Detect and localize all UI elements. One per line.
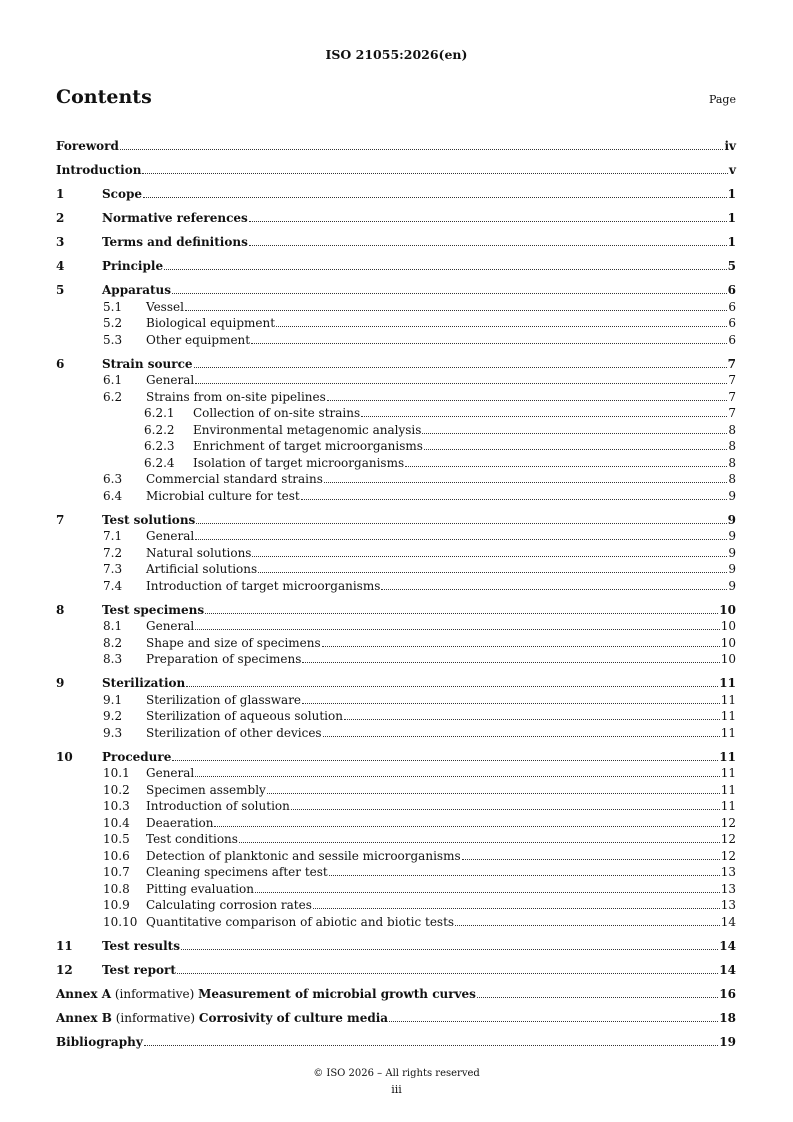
dot-leader <box>143 197 727 198</box>
toc-entry-page: 11 <box>719 749 736 764</box>
toc-entry-page: 13 <box>720 898 736 912</box>
dot-leader <box>164 269 727 270</box>
toc-entry[interactable] <box>56 953 736 977</box>
annex-label: Annex A <box>56 986 112 1001</box>
toc-entry-page: 8 <box>728 439 736 453</box>
toc-entry[interactable] <box>56 650 736 667</box>
toc-entry-page: v <box>729 163 736 177</box>
toc-entry-title: Test specimens <box>102 602 205 617</box>
toc-entry-page: 6 <box>728 316 736 330</box>
dot-leader <box>172 293 727 294</box>
toc-entry-number: 7.1 <box>103 529 123 543</box>
dot-leader <box>381 589 727 590</box>
dot-leader <box>195 629 719 630</box>
dot-leader <box>477 997 718 998</box>
dot-leader <box>186 686 718 687</box>
dot-leader <box>249 245 727 246</box>
dot-leader <box>255 892 720 893</box>
toc-entry-number: 8.3 <box>103 652 123 666</box>
dot-leader <box>462 859 720 860</box>
toc-entry-page: 14 <box>719 962 736 977</box>
toc-entry[interactable] <box>56 225 736 249</box>
dot-leader <box>361 416 727 417</box>
toc-entry-page: 10 <box>719 602 736 617</box>
toc-entry-number: 10.2 <box>103 782 130 797</box>
toc-entry-title: General <box>146 529 195 543</box>
toc-entry-title: Procedure <box>102 749 172 764</box>
toc-entry[interactable] <box>56 387 736 404</box>
toc-entry-title: Foreword <box>56 139 119 153</box>
toc-entry-page: 11 <box>720 766 736 780</box>
dot-leader <box>194 367 727 368</box>
toc-entry-page: 18 <box>719 1010 736 1025</box>
toc-entry-page: 1 <box>727 235 736 249</box>
toc-entry[interactable] <box>56 420 736 437</box>
toc-entry-title: Introduction of solution <box>146 799 290 813</box>
toc-entry-title: Cleaning specimens after test <box>146 865 328 879</box>
toc-entry-title: Detection of planktonic and sessile microorganisms <box>146 848 461 863</box>
toc-entry[interactable] <box>56 453 736 470</box>
toc-entry-number: 10.5 <box>103 832 130 846</box>
toc-entry-number: 10.3 <box>103 799 130 813</box>
toc-entry-title: Collection of on-site strains <box>193 406 361 420</box>
toc-entry-number: 10.1 <box>103 766 130 780</box>
dot-leader <box>144 1045 719 1046</box>
toc-entry-number: 10 <box>56 749 73 764</box>
toc-entry-title: General <box>146 766 195 780</box>
toc-entry-page: 9 <box>728 545 736 560</box>
toc-entry-page: 10 <box>720 652 736 666</box>
toc-entry-page: 12 <box>720 815 736 830</box>
toc-entry[interactable] <box>56 347 736 371</box>
toc-entry-page: 7 <box>728 389 736 404</box>
toc-entry-number: 3 <box>56 235 65 249</box>
toc-entry-number: 8.2 <box>103 635 123 650</box>
toc-entry-page: iv <box>724 139 736 153</box>
toc-entry[interactable] <box>56 543 736 560</box>
toc-entry-page: 7 <box>727 356 736 371</box>
toc-entry-title: Microbial culture for test <box>146 488 300 503</box>
toc-entry-title: Sterilization of aqueous solution <box>146 709 343 723</box>
dot-leader <box>329 875 720 876</box>
toc-entry[interactable] <box>56 593 736 617</box>
toc-entry-page: 19 <box>719 1034 736 1049</box>
toc-entry-page: 11 <box>720 799 736 813</box>
toc-entry-page: 8 <box>728 455 736 470</box>
toc-entry-number: 6.1 <box>103 373 123 387</box>
toc-entry-number: 6.2 <box>103 389 123 404</box>
dot-leader <box>324 482 727 483</box>
toc-entry-title: Test conditions <box>146 832 238 846</box>
toc-entry[interactable] <box>56 470 736 487</box>
dot-leader <box>181 949 718 950</box>
toc-entry-title: Deaeration <box>146 815 214 830</box>
toc-entry-number: 6 <box>56 356 65 371</box>
toc-entry-number: 10.4 <box>103 815 130 830</box>
toc-entry-title: Scope <box>102 187 143 201</box>
toc-entry-page: 7 <box>728 373 736 387</box>
toc-entry-title: Sterilization of glassware <box>146 692 302 707</box>
toc-entry-number: 6.2.2 <box>144 422 175 437</box>
toc-entry-page: 11 <box>719 676 736 690</box>
toc-entry[interactable] <box>56 780 736 797</box>
dot-leader <box>177 973 718 974</box>
toc-entry-page: 6 <box>728 299 736 314</box>
dot-leader <box>405 466 727 467</box>
toc-entry[interactable] <box>56 707 736 724</box>
toc-entry-number: 12 <box>56 962 73 977</box>
copyright-notice: © ISO 2026 – All rights reserved <box>313 1068 480 1079</box>
toc-entry[interactable] <box>56 437 736 454</box>
dot-leader <box>205 613 718 614</box>
dot-leader <box>267 793 720 794</box>
dot-leader <box>142 173 728 174</box>
toc-entry[interactable] <box>56 879 736 896</box>
page-number: iii <box>391 1083 402 1096</box>
toc-entry-title: Principle <box>102 259 164 273</box>
toc-entry-number: 7.2 <box>103 545 123 560</box>
toc-entry[interactable] <box>56 527 736 544</box>
toc-entry[interactable] <box>56 617 736 634</box>
toc-entry-page: 8 <box>728 472 736 486</box>
toc-entry-number: 6.4 <box>103 488 123 503</box>
toc-entry-title: Other equipment <box>146 332 251 347</box>
toc-entry-title: Enrichment of target microorganisms <box>193 439 423 453</box>
toc-entry-page: 16 <box>719 986 736 1001</box>
toc-entry[interactable] <box>56 314 736 331</box>
toc-entry-number: 6.2.4 <box>144 455 175 470</box>
toc-entry-number: 11 <box>56 938 73 953</box>
dot-leader <box>302 703 720 704</box>
toc-entry-number: 7.4 <box>103 578 123 593</box>
toc-entry-number: 1 <box>56 187 65 201</box>
toc-entry-number: 6.2.3 <box>144 439 175 453</box>
toc-entry-title: Quantitative comparison of abiotic and biotic tests <box>146 914 455 929</box>
toc-entry[interactable] <box>56 576 736 593</box>
toc-entry-title: Environmental metagenomic analysis <box>193 422 422 437</box>
dot-leader <box>327 400 728 401</box>
toc-entry-page: 9 <box>728 562 736 576</box>
toc-entry[interactable] <box>56 129 736 153</box>
toc-entry[interactable] <box>56 297 736 314</box>
toc-entry[interactable] <box>56 896 736 913</box>
dot-leader <box>389 1021 718 1022</box>
toc-entry-title: Normative references <box>102 211 248 225</box>
dot-leader <box>195 776 719 777</box>
toc-entry-page: 11 <box>720 692 736 707</box>
dot-leader <box>251 343 727 344</box>
toc-entry[interactable] <box>56 813 736 830</box>
toc-entry-title: Strains from on-site pipelines <box>146 389 326 404</box>
toc-entry[interactable] <box>56 1001 736 1025</box>
toc-entry-page: 10 <box>720 619 736 633</box>
toc-entry-page: 9 <box>728 529 736 543</box>
toc-entry-page: 1 <box>727 187 736 201</box>
toc-entry-title: Biological equipment <box>146 316 276 330</box>
toc-entry-page: 11 <box>720 709 736 723</box>
dot-leader <box>249 221 727 222</box>
toc-entry-title: Vessel <box>146 299 184 314</box>
toc-entry-page: 5 <box>727 259 736 273</box>
toc-entry-title: Shape and size of specimens <box>146 635 321 650</box>
toc-entry[interactable] <box>56 371 736 388</box>
toc-entry-number: 10.10 <box>103 914 138 929</box>
toc-entry[interactable] <box>56 977 736 1001</box>
toc-entry-number: 9.3 <box>103 725 123 740</box>
toc-entry-page: 8 <box>728 422 736 437</box>
annex-title: Measurement of microbial growth curves <box>198 986 476 1001</box>
toc-entry-title: Test solutions <box>102 512 196 527</box>
toc-entry-page: 9 <box>727 512 736 527</box>
toc-entry-page: 11 <box>720 725 736 740</box>
toc-entry-page: 9 <box>728 578 736 593</box>
toc-entry-title: Artificial solutions <box>146 562 258 576</box>
dot-leader <box>276 326 727 327</box>
toc-entry[interactable] <box>56 273 736 297</box>
toc-entry-number: 7.3 <box>103 562 123 576</box>
toc-entry-number: 10.6 <box>103 848 130 863</box>
toc-entry-number: 6.3 <box>103 472 123 486</box>
toc-entry-number: 5.1 <box>103 299 123 314</box>
table-of-contents <box>56 129 736 1049</box>
toc-entry-page: 12 <box>720 848 736 863</box>
toc-entry[interactable] <box>56 486 736 503</box>
toc-entry[interactable] <box>56 830 736 847</box>
toc-entry[interactable] <box>56 764 736 781</box>
toc-entry-title: Preparation of specimens <box>146 652 302 666</box>
dot-leader <box>195 539 727 540</box>
toc-entry[interactable] <box>56 740 736 764</box>
toc-entry-title: General <box>146 373 195 387</box>
annex-informative-label: (informative) <box>111 986 199 1001</box>
dot-leader <box>195 383 727 384</box>
toc-entry-number: 4 <box>56 259 65 273</box>
toc-entry-page: 1 <box>727 211 736 225</box>
toc-entry[interactable] <box>56 330 736 347</box>
toc-entry-title: Apparatus <box>102 283 171 297</box>
toc-entry[interactable] <box>56 666 736 690</box>
dot-leader <box>185 310 727 311</box>
toc-entry-number: 5 <box>56 283 65 297</box>
annex-label: Annex B <box>56 1010 112 1025</box>
dot-leader <box>323 736 720 737</box>
document-id-header: ISO 21055:2026(en) <box>325 47 468 62</box>
toc-entry-number: 10.9 <box>103 898 130 912</box>
toc-entry-title: Commercial standard strains <box>146 472 323 486</box>
toc-entry-number: 10.8 <box>103 881 130 896</box>
toc-entry[interactable] <box>56 690 736 707</box>
toc-entry-title: Pitting evaluation <box>146 881 254 896</box>
toc-entry-page: 11 <box>720 782 736 797</box>
annex-title: Corrosivity of culture media <box>198 1010 389 1025</box>
toc-entry-title: Terms and definitions <box>102 235 248 249</box>
toc-entry-title: Specimen assembly <box>146 782 266 797</box>
toc-entry-page: 6 <box>727 283 736 297</box>
annex-informative-label: (informative) <box>111 1010 199 1025</box>
toc-entry[interactable] <box>56 503 736 527</box>
toc-entry[interactable] <box>56 201 736 225</box>
dot-leader <box>455 925 720 926</box>
toc-entry[interactable] <box>56 863 736 880</box>
toc-entry-page: 12 <box>720 832 736 846</box>
toc-entry[interactable] <box>56 633 736 650</box>
toc-entry[interactable] <box>56 1025 736 1049</box>
toc-entry-number: 8.1 <box>103 619 123 633</box>
toc-entry[interactable] <box>56 797 736 814</box>
toc-entry-title: Sterilization <box>102 676 186 690</box>
toc-entry-title <box>56 987 476 1001</box>
toc-entry-number: 9.1 <box>103 692 123 707</box>
dot-leader <box>313 908 720 909</box>
toc-entry-number: 2 <box>56 211 65 225</box>
dot-leader <box>252 556 727 557</box>
dot-leader <box>322 646 720 647</box>
toc-entry[interactable] <box>56 560 736 577</box>
toc-entry-title: Strain source <box>102 356 193 371</box>
toc-entry-page: 7 <box>728 406 736 420</box>
toc-entry-title <box>56 1011 388 1025</box>
dot-leader <box>214 826 719 827</box>
toc-entry-title: Bibliography <box>56 1034 143 1049</box>
page-footer <box>0 1068 793 1096</box>
toc-entry[interactable] <box>56 249 736 273</box>
toc-entry[interactable] <box>56 912 736 929</box>
dot-leader <box>172 760 718 761</box>
toc-entry[interactable] <box>56 153 736 177</box>
toc-entry-title: Isolation of target microorganisms <box>193 455 405 470</box>
toc-entry[interactable] <box>56 929 736 953</box>
dot-leader <box>258 572 727 573</box>
dot-leader <box>344 719 720 720</box>
toc-entry[interactable] <box>56 846 736 863</box>
page-title: Contents <box>56 86 152 108</box>
toc-entry[interactable] <box>56 404 736 421</box>
toc-entry-number: 5.2 <box>103 316 123 330</box>
dot-leader <box>196 523 726 524</box>
dot-leader <box>120 149 724 150</box>
dot-leader <box>424 449 727 450</box>
toc-entry-title: Sterilization of other devices <box>146 725 322 740</box>
toc-entry-title: Calculating corrosion rates <box>146 898 312 912</box>
toc-entry-number: 5.3 <box>103 332 123 347</box>
toc-entry-number: 6.2.1 <box>144 406 175 420</box>
dot-leader <box>291 809 720 810</box>
toc-entry[interactable] <box>56 177 736 201</box>
toc-entry-number: 9.2 <box>103 709 123 723</box>
page-column-label: Page <box>708 93 736 106</box>
toc-entry-page: 14 <box>719 938 736 953</box>
toc-entry-page: 14 <box>720 914 736 929</box>
toc-entry-number: 10.7 <box>103 865 130 879</box>
toc-entry-number: 8 <box>56 602 65 617</box>
toc-entry[interactable] <box>56 723 736 740</box>
toc-entry-number: 9 <box>56 676 65 690</box>
toc-entry-title: Natural solutions <box>146 545 252 560</box>
toc-entry-page: 9 <box>728 488 736 503</box>
toc-entry-page: 13 <box>720 881 736 896</box>
dot-leader <box>422 433 727 434</box>
dot-leader <box>302 662 719 663</box>
toc-entry-number: 7 <box>56 512 65 527</box>
toc-entry-title: General <box>146 619 195 633</box>
toc-entry-page: 6 <box>728 332 736 347</box>
toc-entry-title: Introduction <box>56 163 142 177</box>
dot-leader <box>239 842 720 843</box>
toc-entry-title: Test results <box>102 938 180 953</box>
toc-entry-title: Test report <box>102 962 176 977</box>
toc-entry-page: 13 <box>720 865 736 879</box>
dot-leader <box>301 499 728 500</box>
toc-entry-title: Introduction of target microorganisms <box>146 578 381 593</box>
toc-entry-page: 10 <box>720 635 736 650</box>
